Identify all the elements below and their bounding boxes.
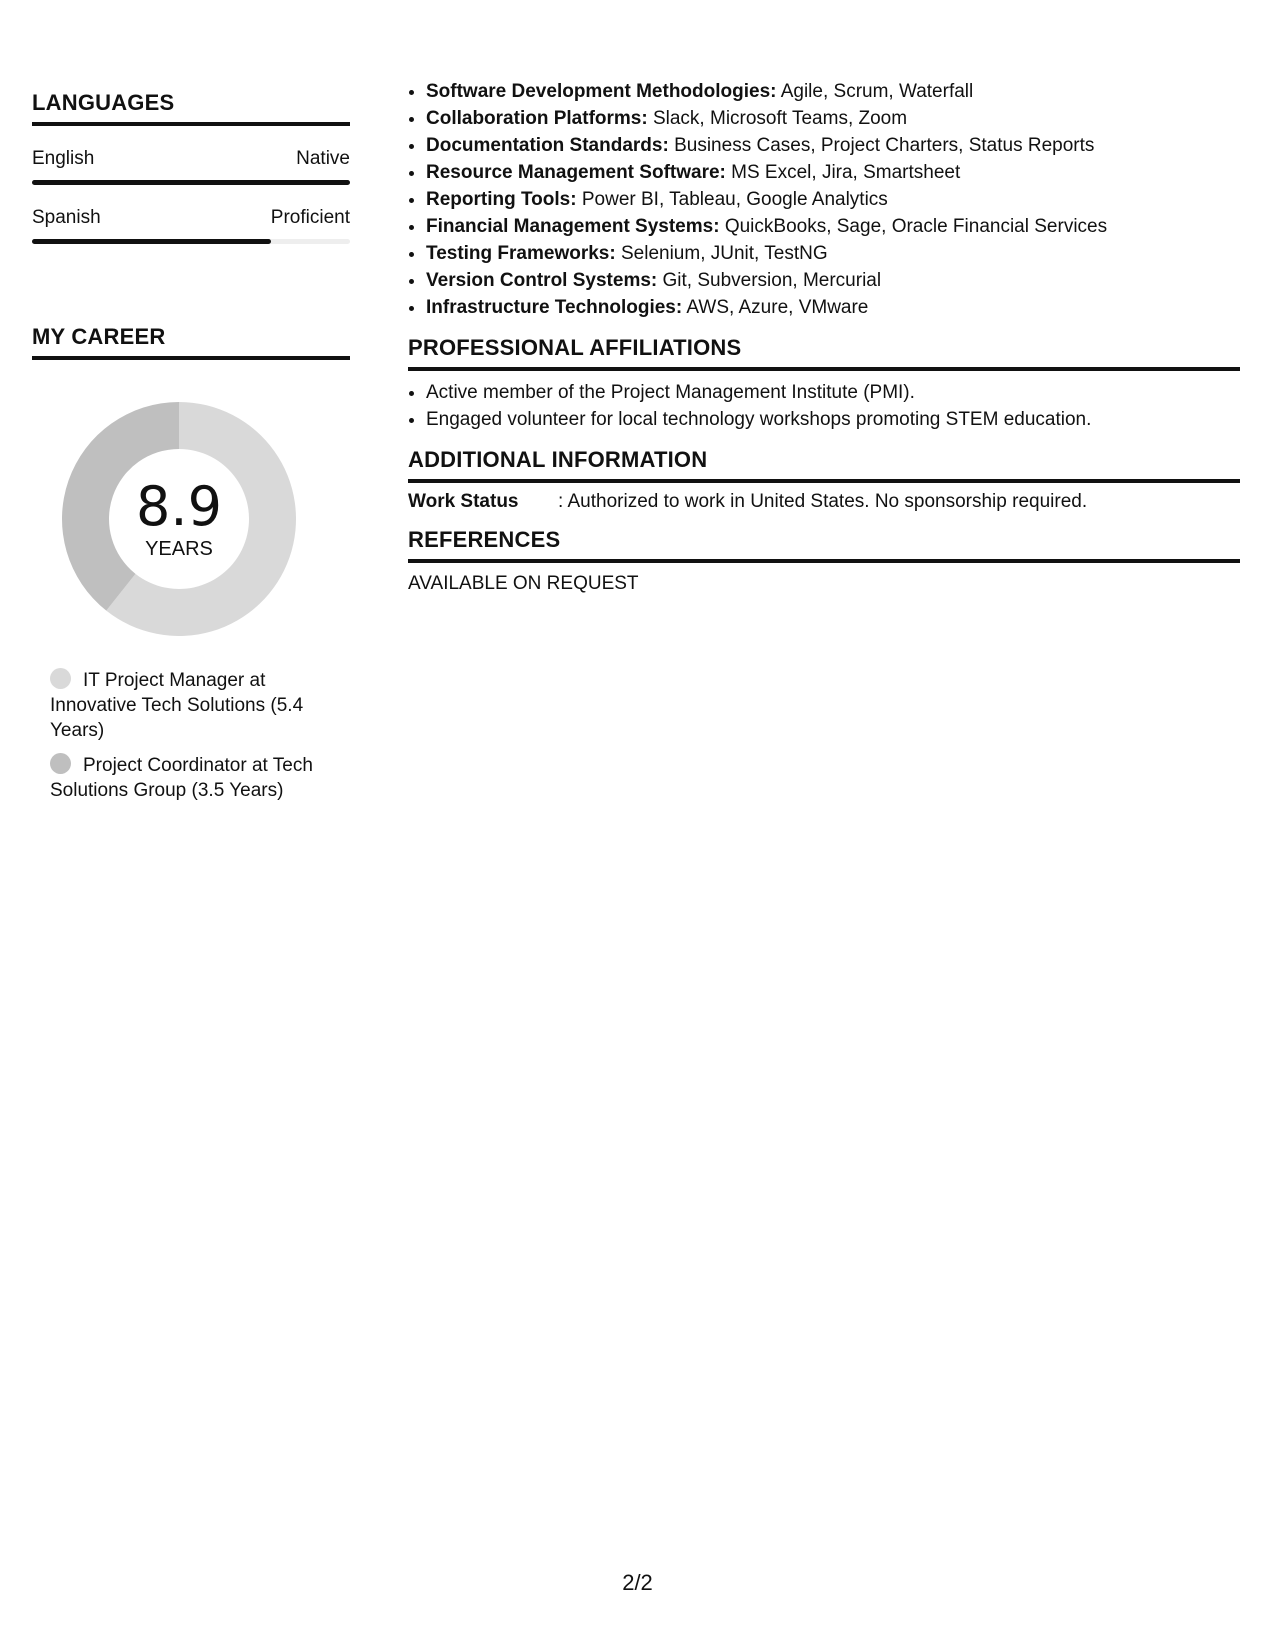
language-name: English — [32, 148, 95, 169]
language-proficiency-bar — [32, 239, 350, 244]
language-level: Proficient — [270, 207, 350, 228]
page-number: 2/2 — [622, 1570, 653, 1595]
skill-label: Reporting Tools: — [426, 189, 577, 210]
career-legend — [50, 668, 330, 803]
skill-label: Financial Management Systems: — [426, 216, 720, 237]
skill-label: Version Control Systems: — [426, 270, 658, 291]
affiliation-item: • Engaged volunteer for local technology workshops promoting STEM education. — [426, 406, 1240, 433]
skill-item — [426, 132, 1240, 159]
right-column — [408, 78, 1240, 595]
skill-value: AWS, Azure, VMware — [686, 297, 869, 318]
skill-value: Selenium, JUnit, TestNG — [620, 243, 828, 264]
skills-list — [408, 78, 1240, 321]
skill-item — [426, 159, 1240, 186]
legend-label: Project Coordinator at Tech Solutions Group (3.5 Years) — [50, 755, 313, 801]
legend-item — [50, 668, 330, 743]
work-status-value: : Authorized to work in United States. No sponsorship required. — [558, 491, 1088, 512]
language-name: Spanish — [32, 207, 101, 228]
skill-label: Testing Frameworks: — [426, 243, 616, 264]
skill-item — [426, 78, 1240, 105]
skill-item — [426, 267, 1240, 294]
language-english — [32, 148, 350, 185]
career-total-years: 8.9 — [136, 474, 222, 538]
languages-heading: LANGUAGES — [32, 90, 350, 126]
skill-item — [426, 186, 1240, 213]
language-spanish — [32, 207, 350, 244]
career-donut-chart — [54, 394, 304, 644]
left-column — [32, 90, 350, 813]
skill-label: Infrastructure Technologies: — [426, 297, 683, 318]
work-status-row — [408, 491, 1240, 513]
legend-item — [50, 753, 330, 803]
skill-value: Slack, Microsoft Teams, Zoom — [652, 108, 908, 129]
language-proficiency-fill — [32, 239, 271, 244]
skill-label: Software Development Methodologies: — [426, 81, 777, 102]
legend-dot-icon — [50, 753, 71, 774]
additional-info-heading: ADDITIONAL INFORMATION — [408, 447, 1240, 483]
references-text: AVAILABLE ON REQUEST — [408, 573, 639, 594]
work-status-label: Work Status — [408, 491, 519, 512]
career-heading: MY CAREER — [32, 324, 350, 360]
skill-value: MS Excel, Jira, Smartsheet — [731, 162, 961, 183]
skill-item — [426, 240, 1240, 267]
affiliations-heading: PROFESSIONAL AFFILIATIONS — [408, 335, 1240, 371]
skill-value: Agile, Scrum, Waterfall — [780, 81, 974, 102]
skill-item — [426, 105, 1240, 132]
language-proficiency-bar — [32, 180, 350, 185]
legend-dot-icon — [50, 668, 71, 689]
skill-label: Resource Management Software: — [426, 162, 726, 183]
skill-label: Documentation Standards: — [426, 135, 669, 156]
language-proficiency-fill — [32, 180, 350, 185]
references-heading: REFERENCES — [408, 527, 1240, 563]
skill-value: Business Cases, Project Charters, Status Reports — [674, 135, 1095, 156]
skill-value: Git, Subversion, Mercurial — [662, 270, 882, 291]
language-level: Native — [296, 148, 350, 169]
affiliation-item: • Active member of the Project Management Institute (PMI). — [426, 379, 1240, 406]
donut-center-label — [54, 394, 304, 644]
skill-label: Collaboration Platforms: — [426, 108, 648, 129]
legend-label: IT Project Manager at Innovative Tech Solutions (5.4 Years) — [50, 670, 304, 741]
skill-value: QuickBooks, Sage, Oracle Financial Services — [724, 216, 1108, 237]
affiliations-list — [408, 379, 1240, 433]
skill-item — [426, 294, 1240, 321]
career-years-unit: YEARS — [145, 537, 213, 560]
skill-value: Power BI, Tableau, Google Analytics — [581, 189, 888, 210]
skill-item — [426, 213, 1240, 240]
